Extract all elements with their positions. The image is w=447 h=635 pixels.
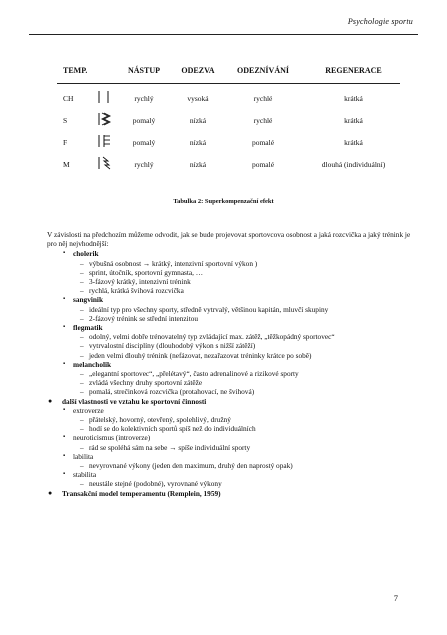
odeznivani-cell: pomalé [251,160,275,169]
list-item [47,295,412,304]
odezva-cell: nízká [189,160,207,169]
dash-bullet-icon: – [80,442,84,452]
list-item-text: ideální typ pro všechny sporty, středně vytrvalý, většinou kapitán, mluvčí skupiny [89,304,329,314]
intro-paragraph: V závislosti na předchozím můžeme odvodit, jak se bude projevovat sportovcova osobnost a jaká rozcvička a jaký trénink je pro něj nejvhodnější: [47,230,411,249]
nastup-cell: pomalý [132,116,156,125]
list-item-text: neustále stejné (podobné), vyrovnané výkony [89,479,222,489]
square-bullet-icon: ▪ [63,360,66,367]
dash-bullet-icon: – [80,479,84,489]
list-item-text: jeden velmi dlouhý trénink (nefázovat, nezařazovat tréninky krátce po sobě) [89,350,312,360]
col-header-odezva: ODEZVA [181,66,215,75]
dash-bullet-icon: – [80,350,84,360]
list-item-text: rychlá, krátká švihová rozcvička [89,286,184,296]
list-item [47,286,412,295]
round-bullet-icon: ● [48,488,53,497]
odeznivani-cell: rychlé [253,116,273,125]
list-item-text: odolný, velmi dobře trénovatelný typ zvládající max. zátěž, „těžkopádný sportovec“ [89,332,335,342]
dash-bullet-icon: – [80,424,84,434]
list-item [47,360,412,369]
list-item [47,314,412,323]
page-number: 7 [393,593,398,603]
temp-cell: CH [63,94,74,103]
list-item [47,351,412,360]
col-header-odeznivani: ODEZNÍVÁNÍ [236,66,289,75]
dash-bullet-icon: – [80,461,84,471]
list-item [47,249,412,258]
ch-curve-icon [97,90,113,104]
col-header-temp: TEMP. [63,66,88,75]
odezva-cell: nízká [189,138,207,147]
dash-bullet-icon: – [80,286,84,296]
list-item-text: sprint, útočník, sportovní gymnasta, … [89,267,204,277]
f-curve-icon [97,134,113,148]
list-item [47,277,412,286]
list-item-text: rád se spoléhá sám na sebe → spíše individuální sporty [89,442,251,452]
odeznivani-cell: pomalé [251,138,275,147]
s-curve-icon [97,112,113,126]
square-bullet-icon: ▪ [63,434,66,441]
list-item-text: cholerik [73,249,99,259]
odezva-cell: vysoká [187,94,209,103]
temp-cell: S [63,116,68,125]
running-header: Psychologie sportu [347,17,413,26]
round-bullet-icon: ● [48,396,53,405]
list-item [47,369,412,378]
regenerace-cell: krátká [344,116,363,125]
list-item-text: přátelský, hovorný, otevřený, spolehlivý, družný [89,415,231,425]
list-item-text: 3-fázový krátký, intenzivní trénink [89,277,191,287]
table-caption: Tabulka 2: Superkompenzační efekt [173,198,274,205]
dash-bullet-icon: – [80,304,84,314]
odeznivani-cell: rychlé [253,94,273,103]
square-bullet-icon: ▪ [63,324,66,331]
dash-bullet-icon: – [80,378,84,388]
list-item [47,452,412,461]
list-item [47,479,412,488]
list-item [47,433,412,442]
square-bullet-icon: ▪ [63,250,66,257]
list-item-text: pomalá, strečinková rozcvička (protahovací, ne švihová) [89,387,255,397]
list-item-text: výbušná osobnost → krátký, intenzivní sportovní výkon ) [89,258,258,268]
nastup-cell: rychlý [134,94,154,103]
list-item [47,259,412,268]
main-text [47,230,412,498]
list-item [47,397,412,406]
list-item [47,443,412,452]
dash-bullet-icon: – [80,258,84,268]
temp-cell: F [63,138,68,147]
list-item-text: sangvinik [73,295,104,305]
dash-bullet-icon: – [80,369,84,379]
dash-bullet-icon: – [80,313,84,323]
list-item [47,332,412,341]
list-item-text: stabilita [73,470,97,480]
bullet-list [47,249,412,497]
list-item [47,461,412,470]
nastup-cell: pomalý [132,138,156,147]
list-item-text: hodí se do kolektivních sportů spíš než do individuálních [89,424,256,434]
list-item [47,424,412,433]
dash-bullet-icon: – [80,415,84,425]
list-item [47,387,412,396]
dash-bullet-icon: – [80,277,84,287]
square-bullet-icon: ▪ [63,406,66,413]
list-item [47,268,412,277]
table-row [57,116,400,128]
list-item-text: labilita [73,451,94,461]
list-item [47,470,412,479]
col-header-regenerace: REGENERACE [325,66,382,75]
m-curve-icon [97,156,113,170]
regenerace-cell: krátká [344,94,363,103]
square-bullet-icon: ▪ [63,452,66,459]
list-item-text: melancholik [73,359,112,369]
col-header-nastup: NÁSTUP [127,66,160,75]
list-item-text: další vlastnosti ve vztahu ke sportovní činnosti [62,396,207,406]
list-item-text: 2-fázový trénink se střední intenzitou [89,313,199,323]
nastup-cell: rychlý [134,160,154,169]
list-item-text: vytrvalostní disciplíny (dlouhodobý výkon s nižší zátěží) [89,341,256,351]
table-row [57,160,400,172]
list-item-text: neuroticismus (introverze) [73,433,151,443]
list-item [47,305,412,314]
list-item [47,323,412,332]
dash-bullet-icon: – [80,387,84,397]
list-item [47,489,412,498]
temp-cell: M [63,160,70,169]
list-item-text: flegmatik [73,323,103,333]
list-item-text: „elegantní sportovec“, „přelétavý“, často adrenalinové a rizikové sporty [89,369,299,379]
dash-bullet-icon: – [80,332,84,342]
square-bullet-icon: ▪ [63,296,66,303]
table-row [57,138,400,150]
regenerace-cell: dlouhá (individuální) [321,160,386,169]
list-item [47,406,412,415]
list-item-text: extroverze [73,405,104,415]
regenerace-cell: krátká [344,138,363,147]
list-item-text: nevyrovnané výkony (jeden den maximum, druhý den naprostý opak) [89,461,293,471]
list-item-text: Transakční model temperamentu (Remplein, 1959) [62,488,221,498]
square-bullet-icon: ▪ [63,471,66,478]
list-item [47,341,412,350]
table-header-rule [57,83,400,84]
list-item [47,378,412,387]
list-item [47,415,412,424]
table-header-row [57,66,400,78]
dash-bullet-icon: – [80,341,84,351]
header-rule [29,34,418,35]
list-item-text: zvládá všechny druhy sportovní zátěže [89,378,203,388]
table-row [57,94,400,106]
odezva-cell: nízká [189,116,207,125]
dash-bullet-icon: – [80,267,84,277]
